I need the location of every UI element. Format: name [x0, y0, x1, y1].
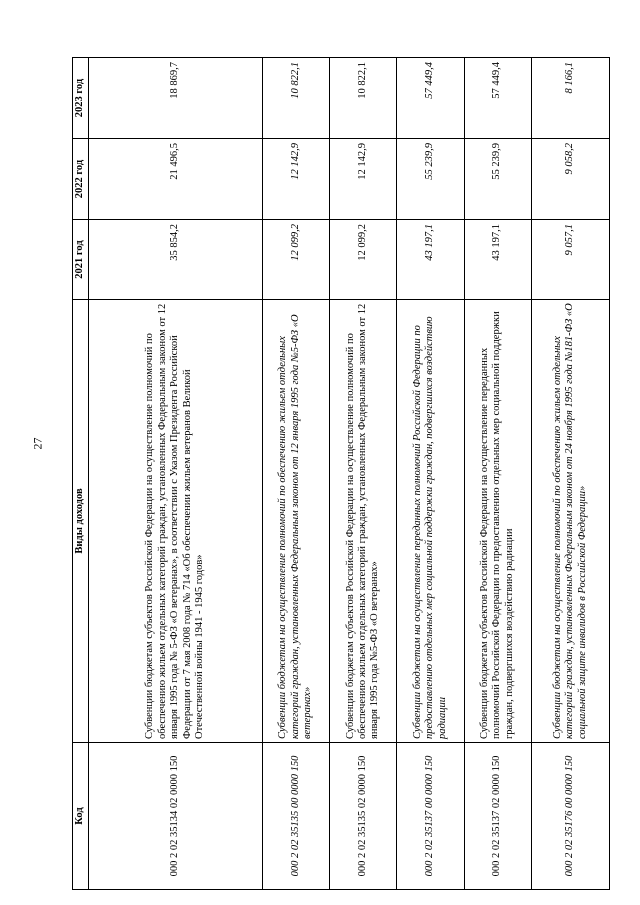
table-row — [397, 58, 464, 890]
table-container — [72, 58, 610, 890]
row-description: Субвенции бюджетам на осуществление переданных полномочий Российской Федерации по предоставлению отдельных мер социальной поддержки граждан, подвергшихся воздействию радиации — [397, 300, 464, 743]
table-header-row — [73, 58, 89, 890]
row-description: Субвенции бюджетам субъектов Российской Федерации на осуществление полномочий по обеспечению жильем отдельных категорий граждан, установленных Федеральным законом от 12 января 1995 года № 5-ФЗ «О ветеранах», в соответствии с Указом Президента Российской Федерации от 7 мая 2008 года № 714 «Об обеспечении жильем ветеранов Великой Отечественной войны 1941 - 1945 годов» — [89, 300, 263, 743]
row-value-2022: 21 496,5 — [89, 139, 263, 220]
row-description: Субвенции бюджетам субъектов Российской Федерации на осуществление полномочий по обеспечению жильем отдельных категорий граждан, установленных Федеральным законом от 12 января 1995 года №5-ФЗ «О ветеранах» — [329, 300, 396, 743]
row-code: 000 2 02 35176 00 0000 150 — [531, 743, 609, 890]
row-value-2022: 12 142,9 — [262, 139, 329, 220]
row-code: 000 2 02 35135 00 0000 150 — [262, 743, 329, 890]
header-2023: 2023 год — [73, 58, 89, 139]
row-value-2021: 12 099,2 — [329, 220, 396, 300]
row-code: 000 2 02 35137 02 0000 150 — [464, 743, 531, 890]
row-value-2021: 43 197,1 — [397, 220, 464, 300]
row-value-2022: 9 058,2 — [531, 139, 609, 220]
table-row — [531, 58, 609, 890]
header-2022: 2022 год — [73, 139, 89, 220]
row-code: 000 2 02 35137 00 0000 150 — [397, 743, 464, 890]
table-row — [89, 58, 263, 890]
row-value-2023: 8 166,1 — [531, 58, 609, 139]
header-code: Код — [73, 743, 89, 890]
header-description: Виды доходов — [73, 300, 89, 743]
row-code: 000 2 02 35135 02 0000 150 — [329, 743, 396, 890]
row-value-2023: 57 449,4 — [397, 58, 464, 139]
row-value-2021: 35 854,2 — [89, 220, 263, 300]
row-value-2021: 12 099,2 — [262, 220, 329, 300]
page-number: 27 — [30, 437, 45, 450]
row-value-2021: 43 197,1 — [464, 220, 531, 300]
row-value-2023: 10 822,1 — [262, 58, 329, 139]
row-code: 000 2 02 35134 02 0000 150 — [89, 743, 263, 890]
row-description: Субвенции бюджетам на осуществление полномочий по обеспечению жильем отдельных категорий граждан, установленных Федеральным законом от 24 ноября 1995 года №181-ФЗ «О социальной защите инвалидов в Российской Федерации» — [531, 300, 609, 743]
row-description: Субвенции бюджетам субъектов Российской Федерации на осуществление переданных полномочий Российской Федерации по предоставлению отдельных мер социальной поддержки граждан, подвергшихся воздействию радиации — [464, 300, 531, 743]
row-value-2023: 57 449,4 — [464, 58, 531, 139]
row-value-2021: 9 057,1 — [531, 220, 609, 300]
header-2021: 2021 год — [73, 220, 89, 300]
row-value-2022: 55 239,9 — [397, 139, 464, 220]
table-row — [262, 58, 329, 890]
row-value-2022: 12 142,9 — [329, 139, 396, 220]
table-row — [464, 58, 531, 890]
row-value-2023: 18 869,7 — [89, 58, 263, 139]
table-row — [329, 58, 396, 890]
rotated-table — [72, 58, 610, 890]
revenue-table — [72, 57, 610, 890]
row-value-2023: 10 822,1 — [329, 58, 396, 139]
row-value-2022: 55 239,9 — [464, 139, 531, 220]
row-description: Субвенции бюджетам на осуществление полномочий по обеспечению жильем отдельных категорий граждан, установленных Федеральным законом от 12 января 1995 года №5-ФЗ «О ветеранах» — [262, 300, 329, 743]
